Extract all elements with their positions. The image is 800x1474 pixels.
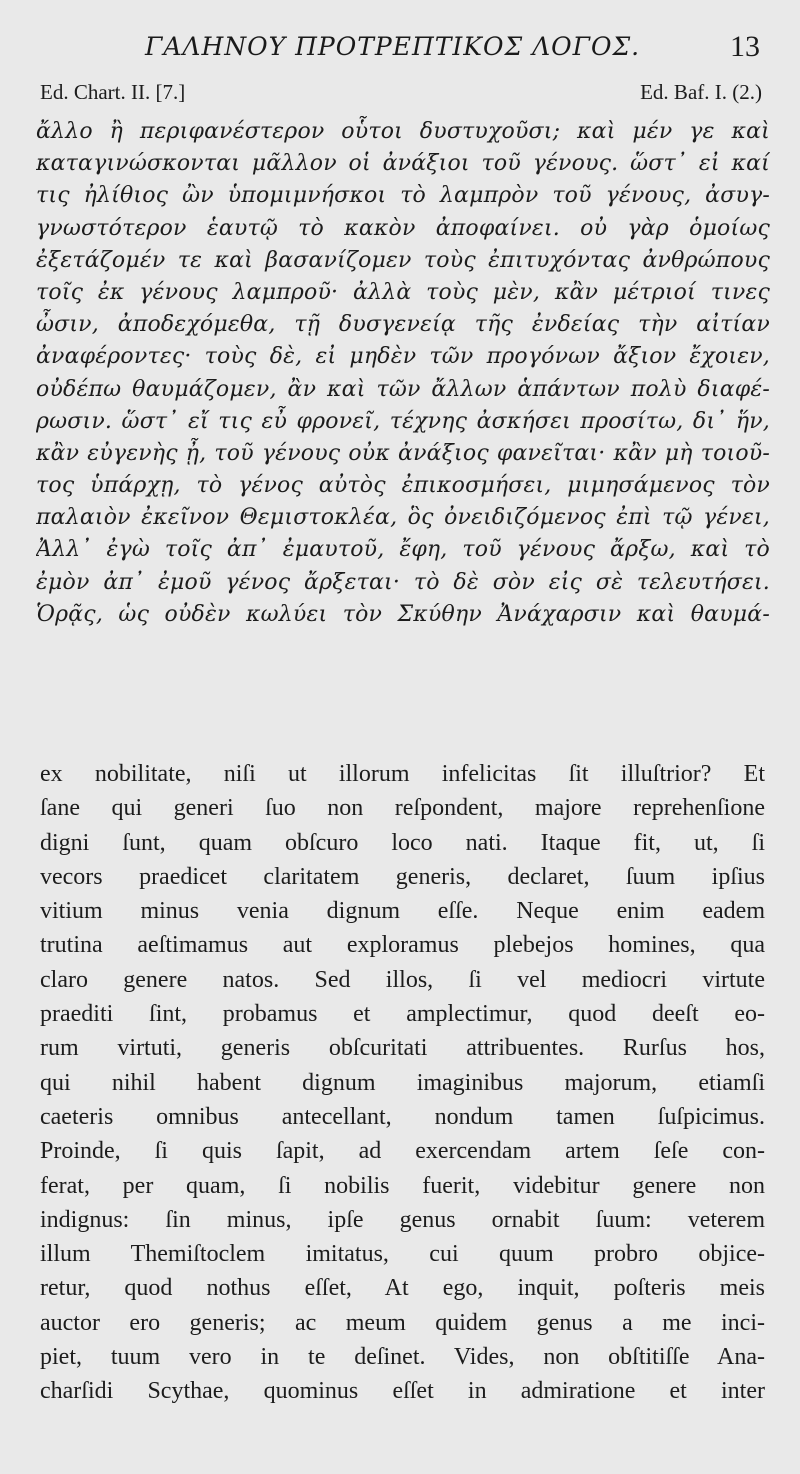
greek-line: παλαιὸν ἐκεῖνον Θεμιστοκλέα, ὃς ὀνειδιζόμενος ἐπὶ τῷ γένει, xyxy=(36,505,770,531)
greek-line: ρωσιν. ὥστ᾽ εἴ τις εὖ φρονεῖ, τέχνης ἀσκήσει προσίτω, δι᾽ ἥν, xyxy=(36,408,770,434)
latin-line: vitium minus venia dignum eſſe. Neque enim eadem xyxy=(40,898,765,925)
greek-line: καταγινώσκονται μᾶλλον οἱ ἀνάξιοι τοῦ γένους. ὥστ᾽ εἰ καί xyxy=(36,151,770,177)
greek-line: τος ὑπάρχῃ, τὸ γένος αὐτὸς ἐπικοσμήσει, μιμησάμενος τὸν xyxy=(36,473,770,499)
page-number: 13 xyxy=(730,30,760,63)
latin-text xyxy=(40,757,765,1409)
edition-right: Ed. Baf. I. (2.) xyxy=(640,80,762,104)
latin-line: claro genere natos. Sed illos, ſi vel mediocri virtute xyxy=(40,966,765,993)
greek-line: ἀναφέροντες· τοὺς δὲ, εἰ μηδὲν τῶν προγόνων ἄξιον ἔχοιεν, xyxy=(36,344,770,370)
greek-line: ἐξετάζομέν τε καὶ βασανίζομεν τοὺς ἐπιτυχόντας ἀνθρώπους xyxy=(36,247,770,273)
latin-line: Proinde, ſi quis ſapit, ad exercendam artem ſeſe con- xyxy=(40,1138,765,1165)
latin-line: vecors praedicet claritatem generis, declaret, ſuum ipſius xyxy=(40,863,765,890)
greek-line: Ἀλλ᾽ ἐγὼ τοῖς ἀπ᾽ ἐμαυτοῦ, ἔφη, τοῦ γένους ἄρξω, καὶ τὸ xyxy=(36,537,770,563)
latin-line: rum virtuti, generis obſcuritati attribuentes. Rurſus hos, xyxy=(40,1035,765,1062)
latin-line: praediti ſint, probamus et amplectimur, quod deeſt eo- xyxy=(40,1001,765,1028)
latin-line: charſidi Scythae, quominus eſſet in admiratione et inter xyxy=(40,1378,765,1405)
running-title: ΓΑΛΗΝΟΥ ΠΡΟΤΡΕΠΤΙΚΟΣ ΛΟΓΟΣ. xyxy=(145,32,641,61)
latin-line: qui nihil habent dignum imaginibus majorum, etiamſi xyxy=(40,1069,765,1096)
latin-line: illum Themiſtoclem imitatus, cui quum probro objice- xyxy=(40,1241,765,1268)
latin-line: trutina aeſtimamus aut exploramus plebejos homines, qua xyxy=(40,932,765,959)
greek-line: γνωστότερον ἑαυτῷ τὸ κακὸν ἀποφαίνει. οὐ γὰρ ὁμοίως xyxy=(36,215,770,241)
latin-line: indignus: ſin minus, ipſe genus ornabit ſuum: veterem xyxy=(40,1206,765,1233)
greek-text xyxy=(36,116,770,631)
greek-line: ὦσιν, ἀποδεχόμεθα, τῇ δυσγενείᾳ τῆς ἐνδείας τὴν αἰτίαν xyxy=(36,312,770,338)
edition-left: Ed. Chart. II. [7.] xyxy=(40,80,186,104)
latin-line: auctor ero generis; ac meum quidem genus a me inci- xyxy=(40,1309,765,1336)
greek-line: Ὁρᾷς, ὡς οὐδὲν κωλύει τὸν Σκύθην Ἀνάχαρσιν καὶ θαυμά- xyxy=(36,601,770,627)
latin-line: ferat, per quam, ſi nobilis fuerit, videbitur genere non xyxy=(40,1172,765,1199)
greek-line: ἄλλο ἢ περιφανέστερον οὗτοι δυστυχοῦσι; καὶ μέν γε καὶ xyxy=(36,119,770,144)
latin-line: ex nobilitate, niſi ut illorum infelicitas ſit illuſtrior? Et xyxy=(40,761,765,787)
latin-line: ſane qui generi ſuo non reſpondent, majore reprehenſione xyxy=(40,795,765,822)
edition-references xyxy=(0,80,800,110)
latin-line: piet, tuum vero in te deſinet. Vides, non obſtitiſſe Ana- xyxy=(40,1344,765,1371)
greek-line: τοῖς ἐκ γένους λαμπροῦ· ἀλλὰ τοὺς μὲν, κἂν μέτριοί τινες xyxy=(36,279,770,305)
latin-line: retur, quod nothus eſſet, At ego, inquit, poſteris meis xyxy=(40,1275,765,1302)
greek-line: τις ἠλίθιος ὢν ὑπομιμνήσκοι τὸ λαμπρὸν τοῦ γένους, ἀσυγ- xyxy=(36,183,770,209)
latin-line: caeteris omnibus antecellant, nondum tamen ſuſpicimus. xyxy=(40,1103,765,1130)
greek-line: ἐμὸν ἀπ᾽ ἐμοῦ γένος ἄρξεται· τὸ δὲ σὸν εἰς σὲ τελευτήσει. xyxy=(36,569,770,595)
greek-line: κἂν εὐγενὴς ᾖ, τοῦ γένους οὐκ ἀνάξιος φανεῖται· κἂν μὴ τοιοῦ- xyxy=(36,440,770,466)
greek-line: οὐδέπω θαυμάζομεν, ἂν καὶ τῶν ἄλλων ἁπάντων πολὺ διαφέ- xyxy=(36,376,770,402)
latin-line: digni ſunt, quam obſcuro loco nati. Itaque fit, ut, ſi xyxy=(40,829,765,856)
page-header xyxy=(0,30,800,70)
